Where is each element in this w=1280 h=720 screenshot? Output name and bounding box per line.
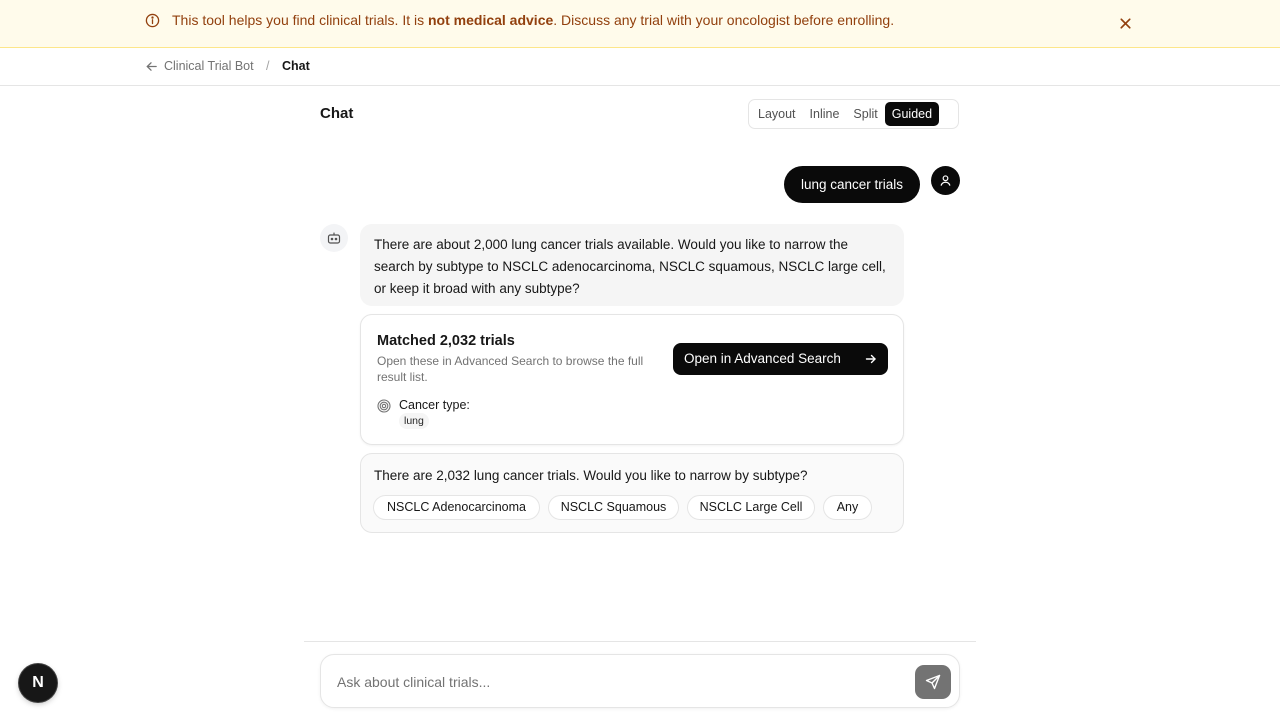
disclaimer-emphasis: not medical advice [428, 12, 554, 28]
matched-trials-description: Open these in Advanced Search to browse the full result list. [377, 354, 644, 384]
option-any[interactable]: Any [823, 495, 872, 520]
option-nsclc-large-cell[interactable]: NSCLC Large Cell [687, 495, 815, 520]
composer-divider [304, 641, 976, 642]
arrow-right-icon [865, 353, 877, 365]
bot-message-bubble: There are about 2,000 lung cancer trials available. Would you like to narrow the search by subtype to NSCLC adenocarcinoma, NSCLC squamous, NSCLC large cell, or keep it broad with any subtype? [360, 224, 904, 306]
filter-label: Cancer type: [399, 398, 470, 412]
matched-trials-card [360, 314, 904, 445]
disclaimer-banner [0, 0, 1280, 48]
tab-inline[interactable]: Inline [809, 107, 840, 121]
matched-trials-title: Matched 2,032 trials [377, 333, 515, 349]
subtype-question: There are 2,032 lung cancer trials. Would you like to narrow by subtype? [374, 468, 808, 483]
option-nsclc-adenocarcinoma[interactable]: NSCLC Adenocarcinoma [373, 495, 540, 520]
breadcrumb-separator: / [266, 59, 270, 73]
dev-tools-badge[interactable]: N [19, 664, 57, 702]
disclaimer-text [172, 12, 894, 29]
tab-split[interactable]: Split [853, 107, 878, 121]
target-icon [377, 399, 391, 413]
tab-layout[interactable]: Layout [758, 107, 796, 121]
tab-guided[interactable]: Guided [885, 102, 939, 126]
send-button[interactable] [915, 665, 951, 699]
open-advanced-search-button[interactable] [673, 343, 888, 375]
filter-tag: lung [399, 413, 429, 429]
disclaimer-prefix: This tool helps you find clinical trials. It is [172, 12, 428, 28]
info-circle-icon [145, 13, 160, 28]
breadcrumb-parent-link[interactable]: Clinical Trial Bot [164, 59, 254, 73]
open-advanced-search-label: Open in Advanced Search [684, 351, 841, 366]
arrow-left-icon[interactable] [145, 60, 158, 73]
close-x-icon[interactable] [1117, 15, 1134, 32]
composer [320, 654, 960, 708]
option-nsclc-squamous[interactable]: NSCLC Squamous [548, 495, 679, 520]
chat-input[interactable] [337, 670, 907, 694]
bot-avatar [320, 224, 348, 252]
breadcrumb-current: Chat [282, 59, 310, 73]
user-message-bubble: lung cancer trials [784, 166, 920, 203]
user-icon [939, 174, 952, 187]
bot-icon [327, 232, 341, 244]
layout-mode-switcher [748, 99, 959, 129]
avatar [931, 166, 960, 195]
disclaimer-suffix: . Discuss any trial with your oncologist before enrolling. [553, 12, 895, 28]
page-title: Chat [320, 105, 354, 122]
subtype-question-card [360, 453, 904, 533]
breadcrumb [0, 49, 1280, 86]
send-icon [925, 674, 941, 690]
